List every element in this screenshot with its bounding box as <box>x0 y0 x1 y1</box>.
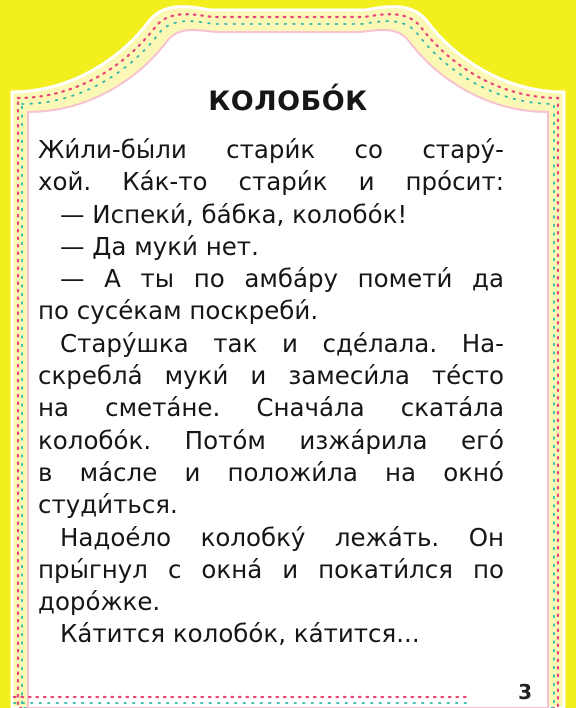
story-line: скребла́ муки́ и замеси́ла те́сто <box>38 361 504 391</box>
page-number: 3 <box>518 680 532 704</box>
story-line: Надое́ло колобку́ лежа́ть. Он <box>60 522 504 552</box>
story-line: — А ты по амба́ру помети́ да <box>60 264 504 294</box>
story-line: пры́гнул с окна́ и покати́лся по <box>38 554 504 584</box>
story-line: в ма́сле и положи́ла на окно́ <box>38 457 504 487</box>
story-line: хой. Ка́к-то стари́к и про́сит: <box>38 167 504 197</box>
story-line: на смета́не. Снача́ла ската́ла <box>38 393 504 423</box>
story-line: Жи́ли-бы́ли стари́к со стару́- <box>38 135 504 164</box>
story-line: — Да муки́ нет. <box>60 231 259 261</box>
story-title: КОЛОБО́К <box>208 86 368 117</box>
story-line: студи́ться. <box>38 490 178 520</box>
story-line: Стару́шка так и сде́лала. На- <box>60 328 504 358</box>
story-text <box>38 134 504 651</box>
story-line: Ка́тится колобо́к, ка́тится... <box>60 619 420 649</box>
story-line: — Испеки́, ба́бка, колобо́к! <box>60 199 408 229</box>
story-line: доро́жке. <box>38 587 161 617</box>
story-line: по сусе́кам поскреби́. <box>38 296 319 326</box>
story-line: колобо́к. Пото́м изжа́рила его́ <box>38 425 504 455</box>
